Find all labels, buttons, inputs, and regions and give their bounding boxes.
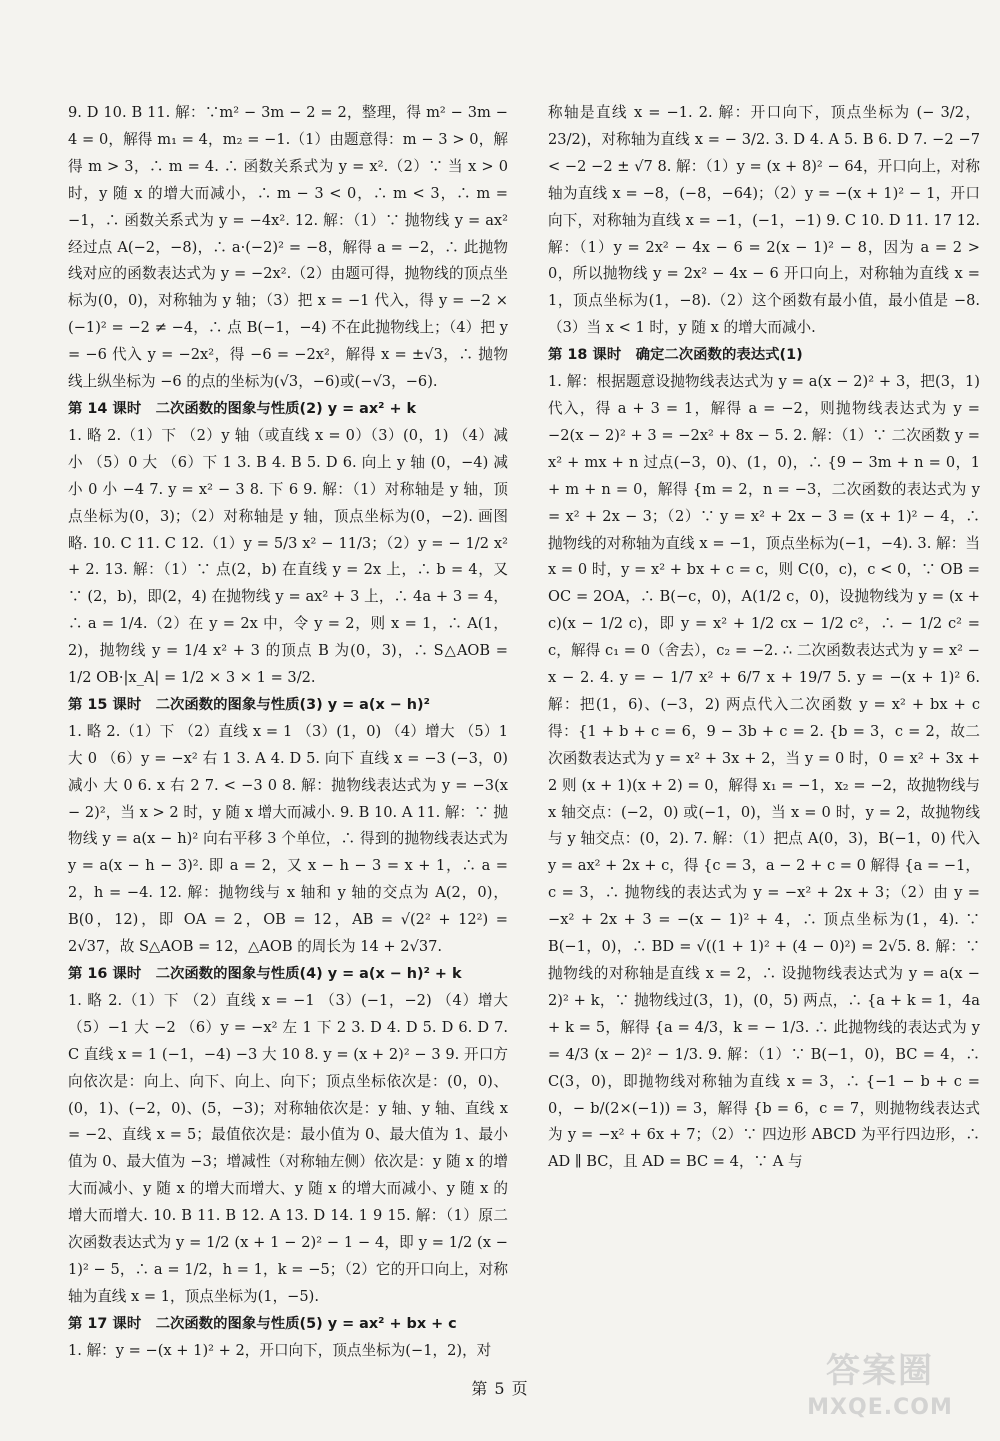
left-column — [68, 100, 508, 1365]
answer-paragraph: 1. 略 2.（1）下 （2）y 轴（或直线 x = 0）（3）(0，1) （4）减小 （5）0 大 （6）下 1 3. B 4. B 5. D 6. 向上 y 轴 (0，−4) 减小 0 小 −4 7. y = x² − 3 8. 下 6 9. 解：（1）对称轴是 y 轴，顶点坐标为(0，3)；（2）对称轴是 y 轴，顶点坐标为(0，−2). 画图略. 10. C 11. C 12.（1）y = 5/3 x² − 11/3；（2）y = − 1/2 x² + 2. 13. 解：（1）∵ 点(2，b) 在直线 y = 2x 上，∴ b = 4，又 ∵ (2，b)，即(2，4) 在抛物线 y = ax² + 3 上，∴ 4a + 3 = 4，∴ a = 1/4.（2）在 y = 2x 中，令 y = 2，则 x = 1，∴ A(1，2)，抛物线 y = 1/4 x² + 3 的顶点 B 为(0，3)，∴ S△AOB = 1/2 OB·|x_A| = 1/2 × 3 × 1 = 3/2. — [68, 426, 508, 687]
watermark-logo: 答案圈 — [826, 1351, 934, 1391]
lesson-heading-14: 第 14 课时 二次函数的图象与性质(2) y = ax² + k — [68, 400, 417, 417]
right-column — [548, 100, 980, 1176]
answer-paragraph: 9. D 10. B 11. 解：∵m² − 3m − 2 = 2，整理，得 m² − 3m − 4 = 0，解得 m₁ = 4，m₂ = −1.（1）由题意得：m − 3 > 0，解得 m > 3，∴ m = 4. ∴ 函数关系式为 y = x².（2）∵ 当 x > 0 时，y 随 x 的增大而减小，∴ m − 3 < 0，∴ m < 3，∴ m = −1，∴ 函数关系式为 y = −4x². 12. 解：（1）∵ 抛物线 y = ax² 经过点 A(−2，−8)，∴ a·(−2)² = −8，解得 a = −2，∴ 此抛物线对应的函数表达式为 y = −2x².（2）由题可得，抛物线的顶点坐标为(0，0)，对称轴为 y 轴；（3）把 x = −1 代入，得 y = −2 × (−1)² = −2 ≠ −4，∴ 点 B(−1，−4) 不在此抛物线上；（4）把 y = −6 代入 y = −2x²，得 −6 = −2x²，解得 x = ±√3，∴ 抛物线上纵坐标为 −6 的点的坐标为(√3，−6)或(−√3，−6). — [68, 104, 508, 391]
answer-paragraph: 1. 略 2.（1）下 （2）直线 x = −1 （3）(−1，−2) （4）增大 （5）−1 大 −2 （6）y = −x² 左 1 下 2 3. D 4. D 5. D 6. D 7. C 直线 x = 1 (−1，−4) −3 大 10 8. y = (x + 2)² − 3 9. 开口方向依次是：向上、向下、向上、向下；顶点坐标依次是：(0，0)、(0，1)、(−2，0)、(5，−3)；对称轴依次是：y 轴、y 轴、直线 x = −2、直线 x = 5；最值依次是：最小值为 0、最大值为 1、最小值为 0、最大值为 −3；增减性（对称轴左侧）依次是：y 随 x 的增大而减小、y 随 x 的增大而增大、y 随 x 的增大而减小、y 随 x 的增大而增大. 10. B 11. B 12. A 13. D 14. 1 9 15. 解：（1）原二次函数表达式为 y = 1/2 (x + 1 − 2)² − 1 − 4，即 y = 1/2 (x − 1)² − 5，∴ a = 1/2，h = 1，k = −5；（2）它的开口向上，对称轴为直线 x = 1，顶点坐标为(1，−5). — [68, 991, 508, 1305]
lesson-heading-18: 第 18 课时 确定二次函数的表达式(1) — [548, 347, 803, 364]
watermark-url: MXQE.COM — [807, 1395, 953, 1420]
watermark — [770, 1347, 990, 1437]
lesson-heading-16: 第 16 课时 二次函数的图象与性质(4) y = a(x − h)² + k — [68, 966, 462, 982]
answer-paragraph: 称轴是直线 x = −1. 2. 解：开口向下，顶点坐标为 (− 3/2，23/2)，对称轴为直线 x = − 3/2. 3. D 4. A 5. B 6. D 7. −2 −7 < −2 −2 ± √7 8. 解：（1）y = (x + 8)² − 64，开口向上，对称轴为直线 x = −8，(−8，−64)；（2）y = −(x + 1)² − 1，开口向下，对称轴为直线 x = −1，(−1，−1) 9. C 10. D 11. 17 12. 解：（1）y = 2x² − 4x − 6 = 2(x − 1)² − 8，因为 a = 2 > 0，所以抛物线 y = 2x² − 4x − 6 开口向上，对称轴为直线 x = 1，顶点坐标为(1，−8).（2）这个函数有最小值，最小值是 −8.（3）当 x < 1 时，y 随 x 的增大而减小. — [548, 104, 980, 337]
answer-paragraph: 1. 解：y = −(x + 1)² + 2，开口向下，顶点坐标为(−1，2)，对 — [68, 1341, 492, 1359]
lesson-heading-15: 第 15 课时 二次函数的图象与性质(3) y = a(x − h)² — [68, 696, 430, 713]
answer-paragraph: 1. 解：根据题意设抛物线表达式为 y = a(x − 2)² + 3，把(3，1) 代入，得 a + 3 = 1，解得 a = −2，则抛物线表达式为 y = −2(x − 2)² + 3 = −2x² + 8x − 5. 2. 解：（1）∵ 二次函数 y = x² + mx + n 过点(−3，0)、(1，0)，∴ {9 − 3m + n = 0，1 + m + n = 0，解得 {m = 2，n = −3，二次函数的表达式为 y = x² + 2x − 3；（2）∵ y = x² + 2x − 3 = (x + 1)² − 4，∴ 抛物线的对称轴为直线 x = −1，顶点坐标为(−1，−4). 3. 解：当 x = 0 时，y = x² + bx + c = c，则 C(0，c)，c < 0，∵ OB = OC = 2OA，∴ B(−c，0)，A(1/2 c，0)，设抛物线为 y = (x + c)(x − 1/2 c)，即 y = x² + 1/2 cx − 1/2 c²，∴ − 1/2 c² = c，解得 c₁ = 0（舍去），c₂ = −2. ∴ 二次函数表达式为 y = x² − x − 2. 4. y = − 1/7 x² + 6/7 x + 19/7 5. y = −(x + 1)² 6. 解：把(1，6)、(−3，2) 两点代入二次函数 y = x² + bx + c 得：{1 + b + c = 6，9 − 3b + c = 2. {b = 3，c = 2，故二次函数表达式为 y = x² + 3x + 2，当 y = 0 时，0 = x² + 3x + 2 则 (x + 1)(x + 2) = 0，解得 x₁ = −1，x₂ = −2，故抛物线与 x 轴交点：(−2，0) 或(−1，0)，当 x = 0 时，y = 2，故抛物线与 y 轴交点：(0，2). 7. 解：（1）把点 A(0，3)，B(−1，0) 代入 y = ax² + 2x + c，得 {c = 3，a − 2 + c = 0 解得 {a = −1，c = 3，∴ 抛物线的表达式为 y = −x² + 2x + 3；（2）由 y = −x² + 2x + 3 = −(x − 1)² + 4，∴ 顶点坐标为(1，4). ∵ B(−1，0)，∴ BD = √((1 + 1)² + (4 − 0)²) = 2√5. 8. 解：∵ 抛物线的对称轴是直线 x = 2，∴ 设抛物线表达式为 y = a(x − 2)² + k，∵ 抛物线过(3，1)，(0，5) 两点，∴ {a + k = 1，4a + k = 5，解得 {a = 4/3，k = − 1/3. ∴ 此抛物线的表达式为 y = 4/3 (x − 2)² − 1/3. 9. 解：（1）∵ B(−1，0)，BC = 4，∴ C(3，0)，即抛物线对称轴为直线 x = 3，∴ {−1 − b + c = 0，− b/(2×(−1)) = 3，解得 {b = 6，c = 7，则抛物线表达式为 y = −x² + 6x + 7；（2）∵ 四边形 ABCD 为平行四边形，∴ AD ∥ BC，且 AD = BC = 4，∵ A 与 — [548, 373, 980, 1171]
answer-paragraph: 1. 略 2.（1）下 （2）直线 x = 1 （3）(1，0) （4）增大 （5）1 大 0 （6）y = −x² 右 1 3. A 4. D 5. 向下 直线 x = −3 (−3，0) 减小 大 0 6. x 右 2 7. < −3 0 8. 解：抛物线表达式为 y = −3(x − 2)²，当 x > 2 时，y 随 x 增大而减小. 9. B 10. A 11. 解：∵ 抛物线 y = a(x − h)² 向右平移 3 个单位，∴ 得到的抛物线表达式为 y = a(x − h − 3)². 即 a = 2，又 x − h − 3 = x + 1，∴ a = 2，h = −4. 12. 解：抛物线与 x 轴和 y 轴的交点为 A(2，0)，B(0，12)，即 OA = 2，OB = 12，AB = √(2² + 12²) = 2√37，故 S△AOB = 12，△AOB 的周长为 14 + 2√37. — [68, 722, 508, 956]
lesson-heading-17: 第 17 课时 二次函数的图象与性质(5) y = ax² + bx + c — [68, 1315, 457, 1332]
page-number: 第 5 页 — [471, 1379, 529, 1398]
